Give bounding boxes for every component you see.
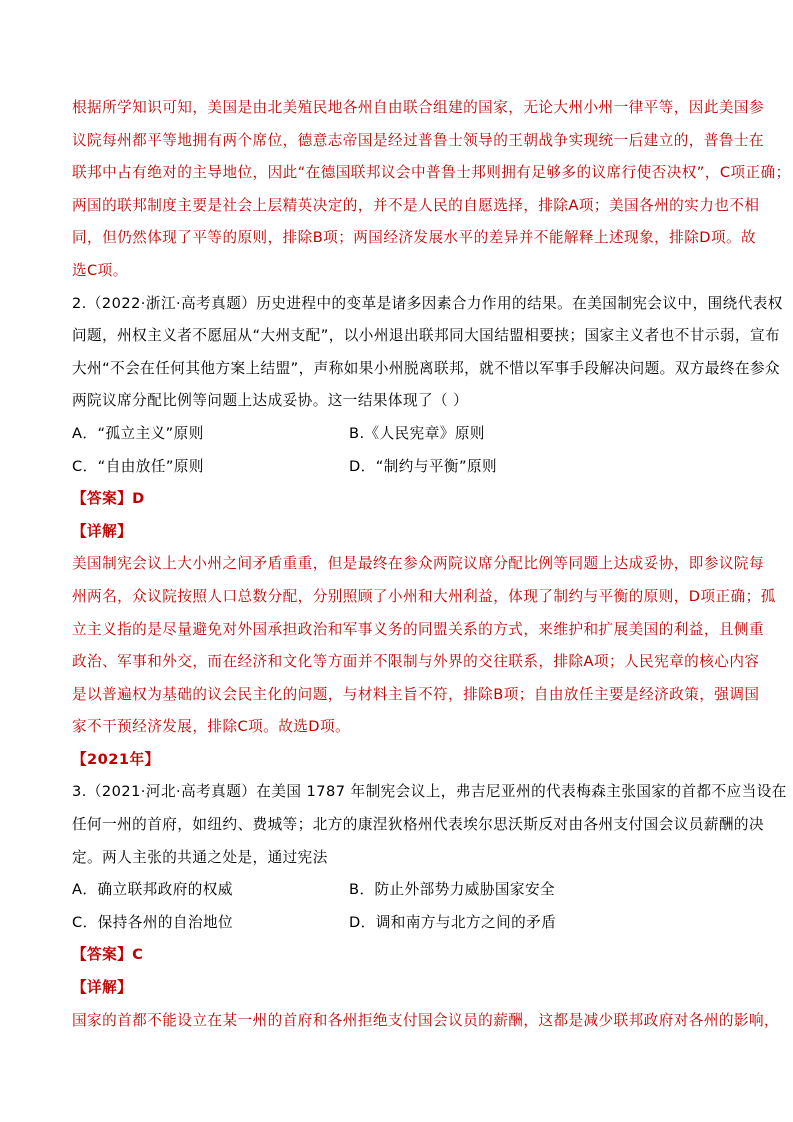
option-c: C．“自由放任”原则 <box>72 457 204 475</box>
question-stem-line: 3.（2021·河北·高考真题）在美国 1787 年制宪会议上，弗吉尼亚州的代表梅森主张国家的首都不应当设在 <box>72 783 787 801</box>
option-c: C．保持各州的自治地位 <box>72 913 234 931</box>
question-stem-line: 大州“不会在任何其他方案上结盟”，声称如果小州脱离联邦，就不惜以军事手段解决问题。双方最终在参众 <box>72 359 781 377</box>
option-b: B．防止外部势力威胁国家安全 <box>349 881 556 899</box>
options-row <box>72 451 722 484</box>
detail-paragraph <box>72 548 776 744</box>
text-line: 国家的首都不能设立在某一州的首府和各州拒绝支付国会议员的薪酬，这都是减少联邦政府对各州的影响， <box>72 1011 780 1029</box>
option-d: D．调和南方与北方之间的矛盾 <box>349 913 557 931</box>
explanation-paragraph-q1 <box>72 92 791 288</box>
question-stem-line: 两院议席分配比例等问题上达成妥协。这一结果体现了（ ） <box>72 392 469 410</box>
text-line: 美国制宪会议上大小州之间矛盾重重，但是最终在参众两院议席分配比例等同题上达成妥协，即参议院每 <box>72 555 765 573</box>
text-line: 州两名，众议院按照人口总数分配，分别照顾了小州和大州利益，体现了制约与平衡的原则，D项正确；孤 <box>72 587 776 605</box>
options-row <box>72 418 722 451</box>
options-row <box>72 907 722 940</box>
detail-label: 【详解】 <box>72 522 133 540</box>
option-a: A．确立联邦政府的权威 <box>72 881 233 899</box>
options-row <box>72 874 722 907</box>
text-line: 家不干预经济发展，排除C项。故选D项。 <box>72 718 351 736</box>
year-section-header: 【2021年】 <box>72 750 160 768</box>
text-line: 议院每州都平等地拥有两个席位，德意志帝国是经过普鲁士领导的王朝战争实现统一后建立的，普鲁士在 <box>72 131 765 149</box>
text-line: 根据所学知识可知，美国是由北美殖民地各州自由联合组建的国家，无论大州小州一律平等，因此美国参 <box>72 99 765 116</box>
text-line: 政治、军事和外交，而在经济和文化等方面并不限制与外界的交往联系，排除A项；人民宪章的核心内容 <box>72 653 760 671</box>
text-line: 选C项。 <box>72 261 128 279</box>
text-line: 同，但仍然体现了平等的原则，排除B项；两国经济发展水平的差异并不能解释上述现象，排除D项。故 <box>72 229 757 247</box>
question-2 <box>72 288 783 744</box>
question-stem-line: 2.（2022·浙江·高考真题）历史进程中的变革是诸多因素合力作用的结果。在美国制宪会议中，围绕代表权 <box>72 294 783 312</box>
document-page <box>72 92 791 1037</box>
text-line: 是以普遍权为基础的议会民主化的问题，与材料主旨不符，排除B项；自由放任主要是经济政策，强调国 <box>72 685 760 703</box>
text-line: 两国的联邦制度主要是社会上层精英决定的，并不是人民的自愿选择，排除A项；美国各州的实力也不相 <box>72 196 760 214</box>
text-line: 立主义指的是尽量避免对外国承担政治和军事义务的同盟关系的方式，来维护和扩展美国的利益，且侧重 <box>72 620 765 638</box>
option-b: B.《人民宪章》原则 <box>349 424 485 442</box>
answer-label: 【答案】D <box>72 490 145 508</box>
option-a: A．“孤立主义”原则 <box>72 424 204 442</box>
option-d: D．“制约与平衡”原则 <box>349 457 498 475</box>
question-stem-line: 定。两人主张的共通之处是，通过宪法 <box>72 848 328 866</box>
answer-label: 【答案】C <box>72 946 144 964</box>
detail-label: 【详解】 <box>72 979 133 997</box>
question-3 <box>72 776 787 1037</box>
question-stem-line: 问题，州权主义者不愿屈从“大州支配”，以小州退出联邦同大国结盟相要挟；国家主义者也不甘示弱，宣布 <box>72 327 781 345</box>
question-stem-line: 任何一州的首府，如纽约、费城等；北方的康涅狄格州代表埃尔思沃斯反对由各州支付国会议员薪酬的决 <box>72 816 765 834</box>
detail-paragraph <box>72 1005 780 1038</box>
text-line: 联邦中占有绝对的主导地位，因此“在德国联邦议会中普鲁士邦则拥有足够多的议席行使否决权”，C项正确； <box>72 164 791 182</box>
